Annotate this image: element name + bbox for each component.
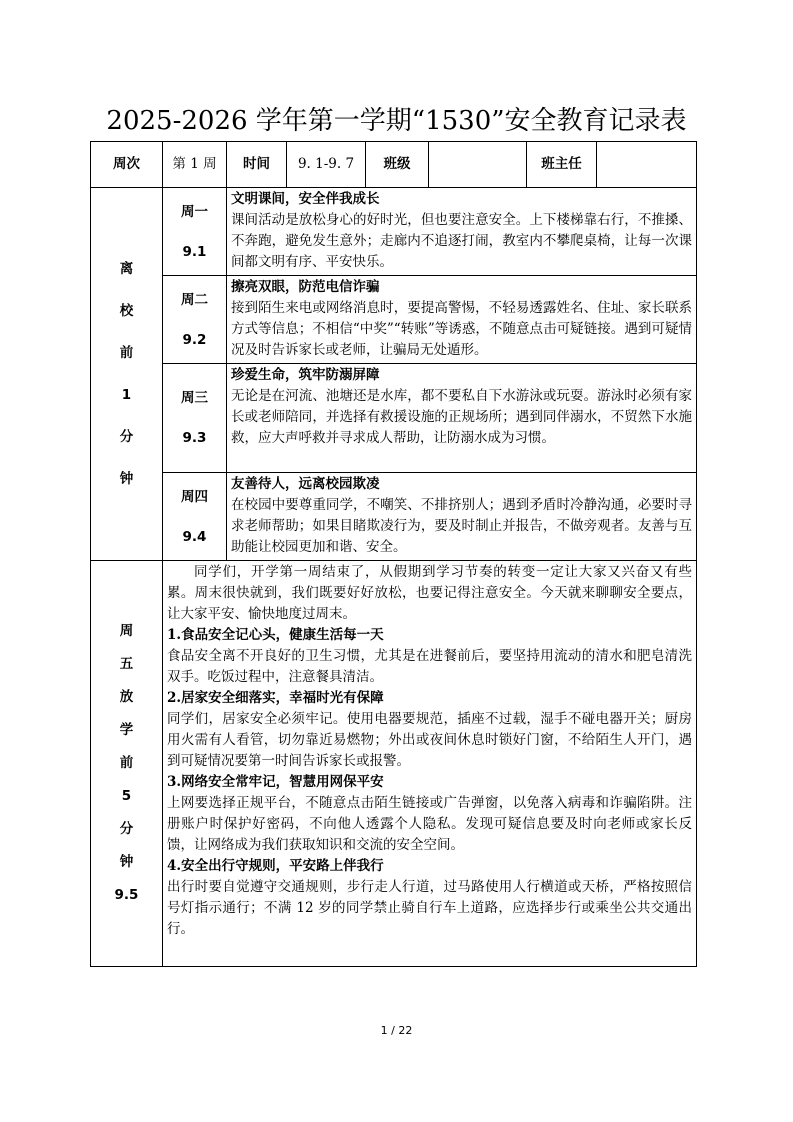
item-text: 食品安全离不开良好的卫生习惯，尤其是在进餐前后，要坚持用流动的清水和肥皂清洗双手。吃饭过程中，注意餐具清洁。: [167, 648, 692, 685]
class-value: [429, 142, 527, 188]
week-label: 周次: [91, 142, 163, 188]
page-number: 1 / 22: [380, 1024, 413, 1037]
day-row-thursday: [91, 473, 697, 561]
time-value: 9. 1-9. 7: [287, 142, 366, 188]
section-label-friday: 周 五 放 学 前 5 分 钟 9.5: [91, 561, 163, 967]
header-row: [91, 142, 697, 188]
day-heading: 珍爱生命，筑牢防溺屏障: [231, 367, 380, 383]
day-row-monday: [91, 188, 697, 276]
day-text: 接到陌生来电或网络消息时，要提高警惕，不轻易透露姓名、住址、家长联系方式等信息；不相信“中奖”“转账”等诱惑，不随意点击可疑链接。遇到可疑情况及时告诉家长或老师，让骗局无处遁形。: [231, 300, 692, 358]
intro-text: 同学们，开学第一周结束了，从假期到学习节奏的转变一定让大家又兴奋又有些累。周末很快就到，我们既要好好放松，也要记得注意安全。今天就来聊聊安全要点，让大家平安、愉快地度过周末。: [167, 564, 692, 622]
day-heading: 友善待人，远离校园欺凌: [231, 476, 380, 492]
day-cell: 周二 9.2: [163, 276, 227, 364]
day-row-wednesday: [91, 364, 697, 473]
page-title: 2025-2026 学年第一学期“1530”安全教育记录表: [106, 106, 687, 136]
week-value: 第 1 周: [163, 142, 227, 188]
section-label-before-leaving: 离 校 前 1 分 钟: [91, 188, 163, 561]
item-heading: 4.安全出行守规则，平安路上伴我行: [167, 858, 384, 874]
item-text: 上网要选择正规平台，不随意点击陌生链接或广告弹窗，以免落入病毒和诈骗陷阱。注册账户时保护好密码，不向他人透露个人隐私。发现可疑信息要及时向老师或家长反馈，让网络成为我们获取知识和交流的安全空间。: [167, 795, 692, 853]
item-heading: 3.网络安全常牢记，智慧用网保平安: [167, 774, 384, 790]
friday-row: [91, 561, 697, 967]
day-content: [227, 276, 697, 364]
day-cell: 周四 9.4: [163, 473, 227, 561]
class-label: 班级: [366, 142, 429, 188]
teacher-label: 班主任: [527, 142, 597, 188]
item-text: 同学们，居家安全必须牢记。使用电器要规范，插座不过载，湿手不碰电器开关；厨房用火需有人看管，切勿靠近易燃物；外出或夜间休息时锁好门窗，不给陌生人开门，遇到可疑情况要第一时间告诉家长或报警。: [167, 711, 692, 769]
day-cell: 周一 9.1: [163, 188, 227, 276]
item-heading: 2.居家安全细落实，幸福时光有保障: [167, 690, 384, 706]
day-cell: 周三 9.3: [163, 364, 227, 473]
day-content: [227, 473, 697, 561]
day-text: 课间活动是放松身心的好时光，但也要注意安全。上下楼梯靠右行，不推搡、不奔跑，避免发生意外；走廊内不追逐打闹，教室内不攀爬桌椅，让每一次课间都文明有序、平安快乐。: [231, 212, 692, 270]
day-text: 无论是在河流、池塘还是水库，都不要私自下水游泳或玩耍。游泳时必须有家长或老师陪同，并选择有救援设施的正规场所；遇到同伴溺水，不贸然下水施救，应大声呼救并寻求成人帮助，让防溺水成为习惯。: [231, 388, 692, 446]
record-table: [90, 141, 697, 967]
day-row-tuesday: [91, 276, 697, 364]
item-heading: 1.食品安全记心头，健康生活每一天: [167, 627, 384, 643]
item-text: 出行时要自觉遵守交通规则，步行走人行道，过马路使用人行横道或天桥，严格按照信号灯指示通行；不满 12 岁的同学禁止骑自行车上道路，应选择步行或乘坐公共交通出行。: [167, 879, 692, 937]
day-heading: 文明课间，安全伴我成长: [231, 191, 380, 207]
day-content: [227, 188, 697, 276]
time-label: 时间: [227, 142, 287, 188]
day-text: 在校园中要尊重同学，不嘲笑、不排挤别人；遇到矛盾时冷静沟通，必要时寻求老师帮助；如果目睹欺凌行为，要及时制止并报告，不做旁观者。友善与互助能让校园更加和谐、安全。: [231, 497, 692, 555]
day-content: [227, 364, 697, 473]
friday-content: [163, 561, 697, 967]
teacher-value: [597, 142, 697, 188]
day-heading: 擦亮双眼，防范电信诈骗: [231, 279, 380, 295]
